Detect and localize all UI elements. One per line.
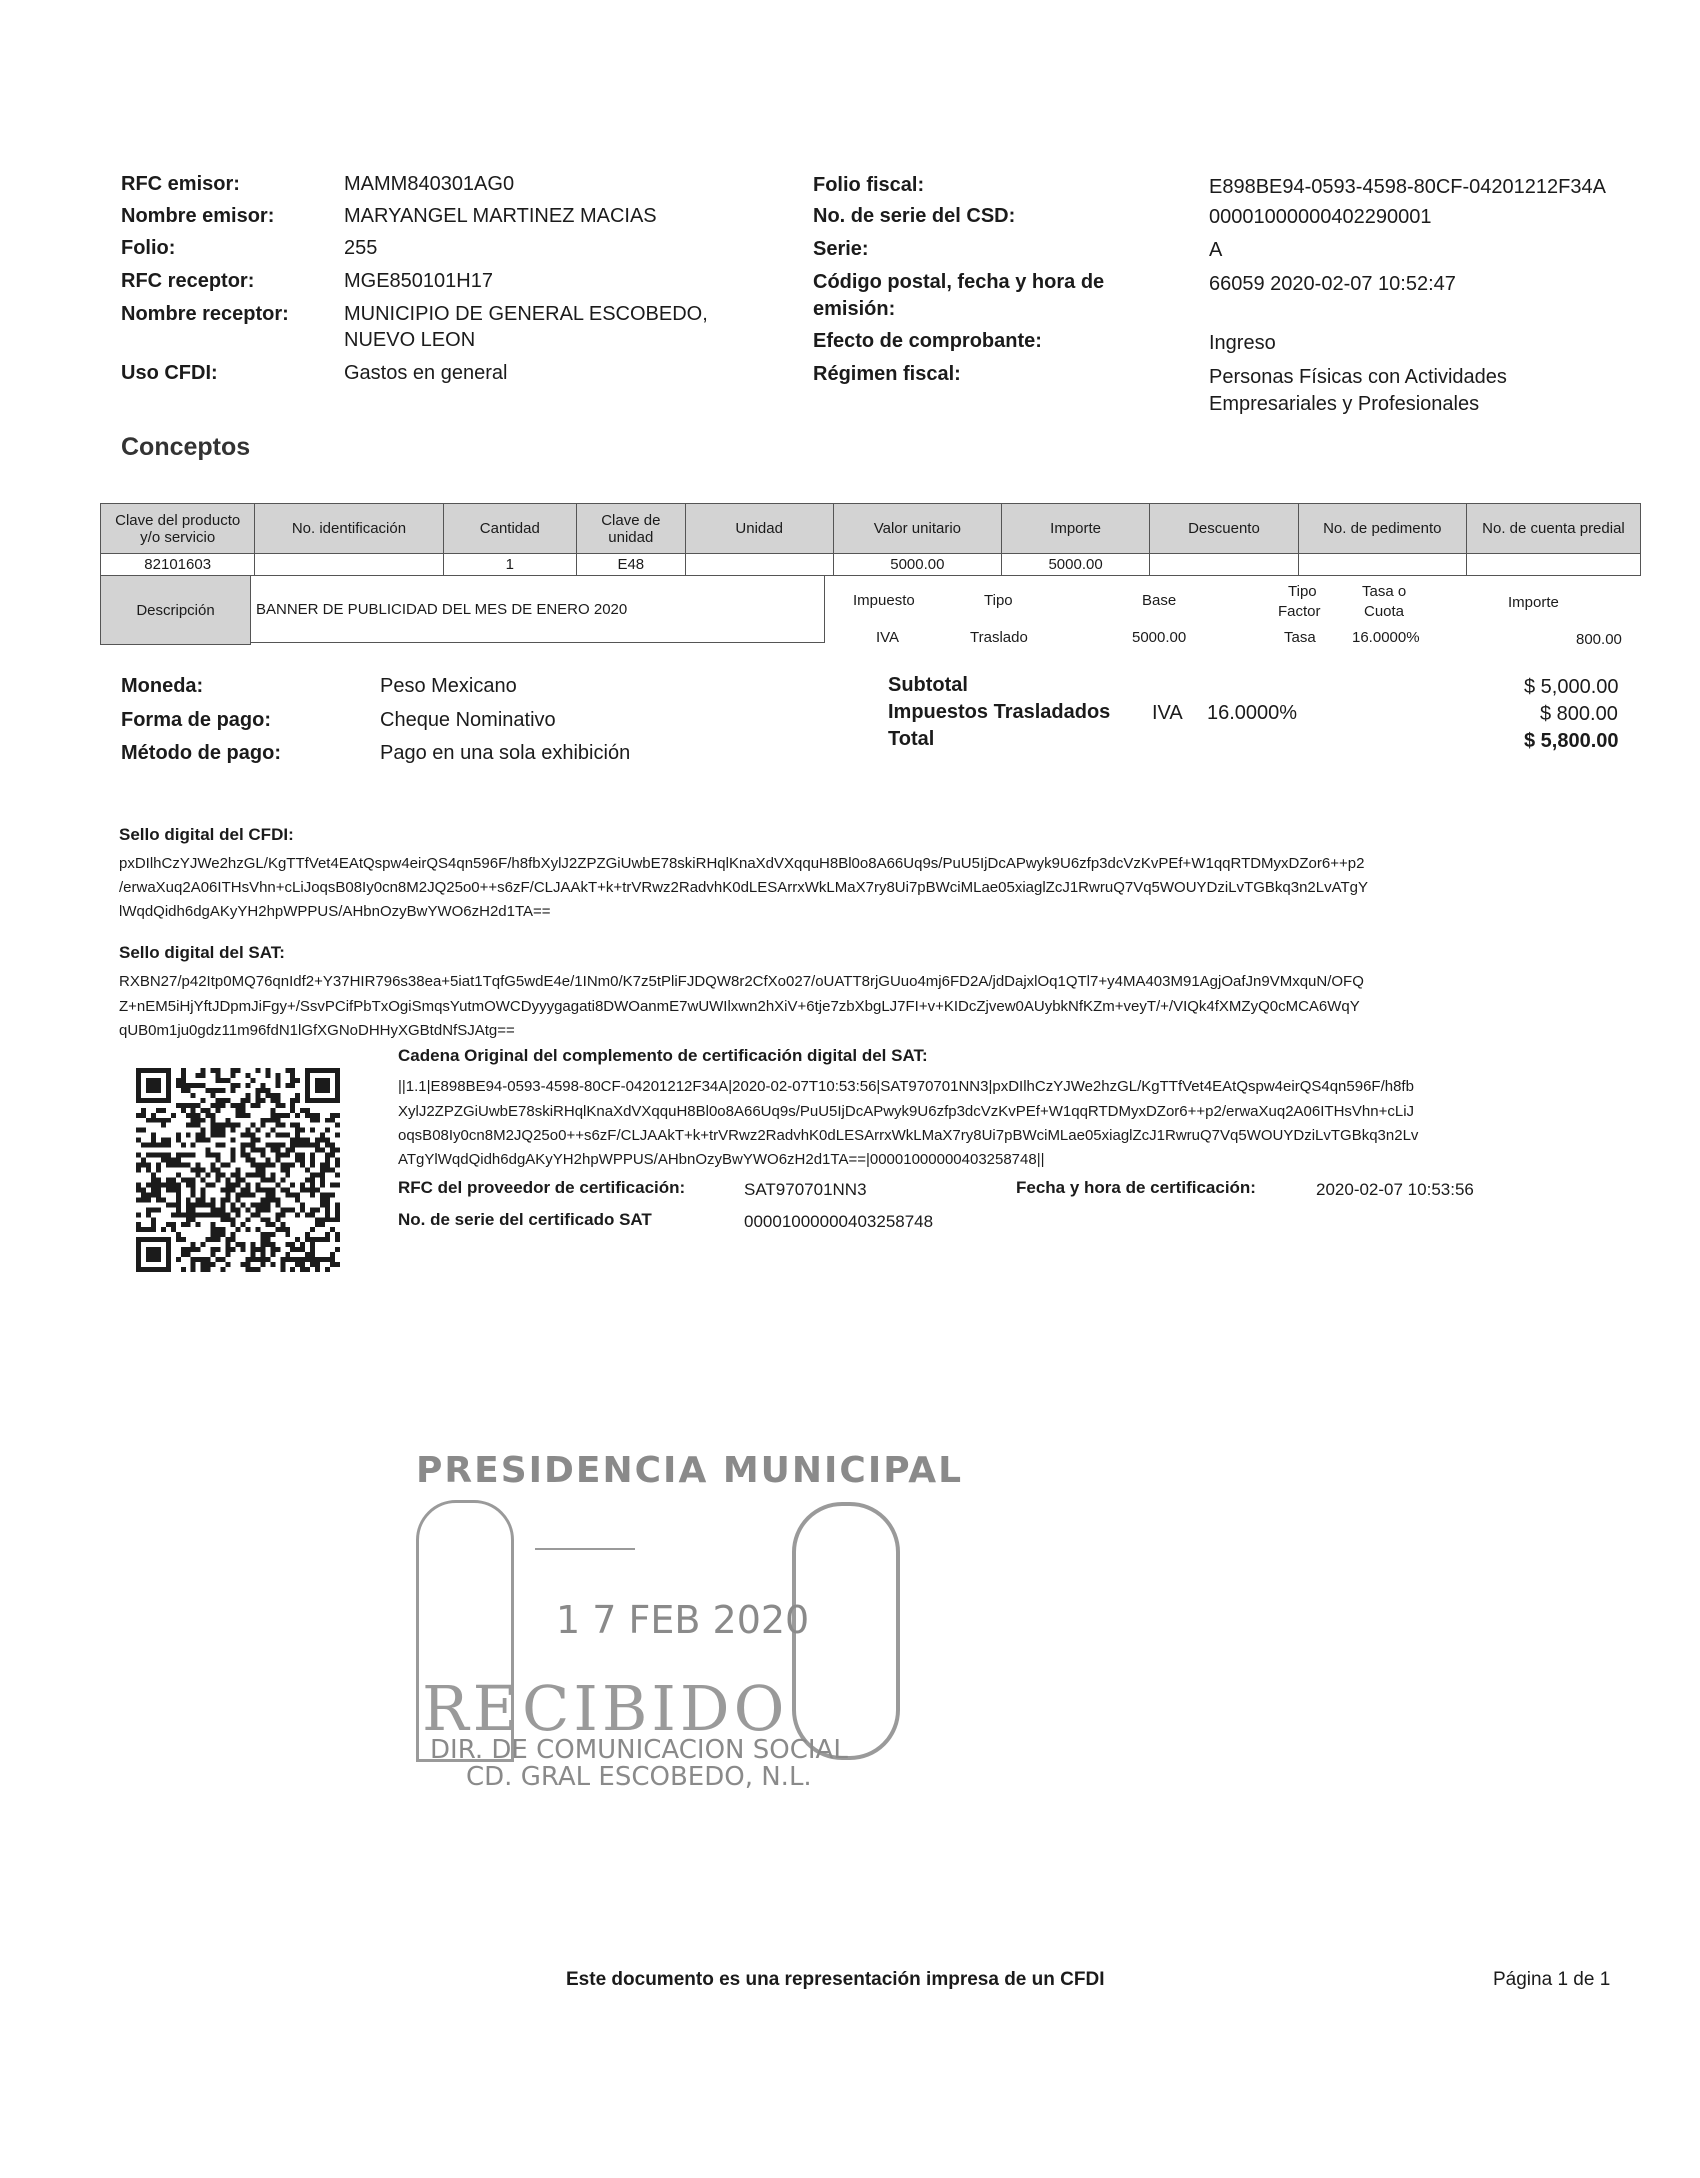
rfc-emisor-value: MAMM840301AG0: [344, 173, 515, 195]
nombre-receptor-value-1: MUNICIPIO DE GENERAL ESCOBEDO,: [344, 303, 708, 325]
total-value: $ 5,800.00: [1524, 730, 1619, 752]
sello-sat-line-2: Z+nEM5iHjYftJDpmJiFgy+/SsvPCifPbTxOgiSmqsYutmOWCDyyygagati8DWOanmE7wUWIlxwn2hXiV+6tje7zbXbgLJ7FI+v+KIDcZjvew0AUybkNfKZm+veyT/+/VIQk4fXMZyQ0cMCA6WqY: [119, 998, 1360, 1015]
moneda-value: Peso Mexicano: [380, 675, 517, 697]
serie-label: Serie:: [813, 238, 869, 260]
cell-pedimento: [1298, 554, 1466, 576]
rfc-proveedor-label: RFC del proveedor de certificación:: [398, 1178, 686, 1197]
stamp-line-1: DIR. DE COMUNICACION SOCIAL: [430, 1735, 848, 1765]
cell-identificacion: [255, 554, 443, 576]
nombre-receptor-label: Nombre receptor:: [121, 303, 289, 325]
sello-cfdi-line-2: /erwaXuq2A06ITHsVhn+cLiJoqsB08Iy0cn8M2JQ25o0++s6zF/CLJAAkT+k+trVRwz2RadvhK0dLESArrxWkLMaX7ry8Ui7pBWciMLae05xiaglZcJ1RwruQ7Vq5WOUYDziLvTGBkq3n2LvATgY: [119, 879, 1369, 896]
efecto-value: Ingreso: [1209, 332, 1276, 354]
impuestos-tasa: 16.0000%: [1207, 702, 1298, 724]
total-label: Total: [888, 728, 935, 750]
regimen-value-1: Personas Físicas con Actividades: [1209, 366, 1507, 388]
cell-clave-unidad: E48: [577, 554, 686, 576]
tax-header-tipo: Tipo: [984, 592, 1013, 609]
footer-note: Este documento es una representación impresa de un CFDI: [566, 1969, 1105, 1990]
stamp-date: 1 7 FEB 2020: [556, 1598, 810, 1642]
cadena-line-3: oqsB08Iy0cn8M2JQ25o0++s6zF/CLJAAkT+k+trVRwz2RadvhK0dLESArrxWkLMaX7ry8Ui7pBWciMLae05xiaglZcJ1RwruQ7Vq5WOUYDziLvTGBkq3n2Lv: [398, 1127, 1419, 1144]
conceptos-table: [100, 503, 1641, 576]
stamp-signature-line: [535, 1548, 635, 1550]
tax-header-importe: Importe: [1508, 594, 1559, 611]
impuestos-tipo: IVA: [1152, 702, 1183, 724]
regimen-label: Régimen fiscal:: [813, 363, 961, 385]
header-identificacion: No. identificación: [255, 504, 443, 554]
sello-sat-label: Sello digital del SAT:: [119, 943, 285, 962]
metodo-pago-value: Pago en una sola exhibición: [380, 742, 631, 764]
sello-cfdi-label: Sello digital del CFDI:: [119, 825, 294, 844]
nombre-emisor-value: MARYANGEL MARTINEZ MACIAS: [344, 205, 657, 227]
cell-importe: 5000.00: [1001, 554, 1149, 576]
fecha-certificacion-value: 2020-02-07 10:53:56: [1316, 1180, 1474, 1199]
header-clave-producto: [101, 504, 255, 554]
stamp-top-text: PRESIDENCIA MUNICIPAL: [416, 1450, 964, 1491]
page-number: Página 1 de 1: [1493, 1969, 1611, 1990]
uso-cfdi-label: Uso CFDI:: [121, 362, 218, 384]
cell-cantidad: 1: [443, 554, 576, 576]
efecto-label: Efecto de comprobante:: [813, 330, 1042, 352]
cp-value: 66059 2020-02-07 10:52:47: [1209, 273, 1456, 295]
impuestos-label: Impuestos Trasladados: [888, 701, 1111, 723]
conceptos-title: Conceptos: [121, 433, 251, 461]
serie-sat-label: No. de serie del certificado SAT: [398, 1210, 652, 1229]
cp-label-1: Código postal, fecha y hora de: [813, 271, 1105, 293]
forma-pago-value: Cheque Nominativo: [380, 709, 556, 731]
header-unidad-line-2: unidad: [608, 528, 654, 546]
cell-descuento: [1150, 554, 1298, 576]
descripcion-label: Descripción: [100, 575, 251, 645]
rfc-emisor-label: RFC emisor:: [121, 173, 240, 195]
tax-header-impuesto: Impuesto: [853, 592, 915, 609]
serie-value: A: [1209, 239, 1223, 261]
header-unidad-line-1: Clave de: [601, 511, 661, 529]
tax-header-tipo-factor-1: Tipo: [1288, 583, 1317, 600]
serie-csd-value: 00001000000402290001: [1209, 206, 1432, 228]
serie-sat-value: 00001000000403258748: [744, 1212, 934, 1231]
uso-cfdi-value: Gastos en general: [344, 362, 508, 384]
stamp-line-2: CD. GRAL ESCOBEDO, N.L.: [466, 1762, 812, 1792]
tax-cell-tipo: Traslado: [970, 629, 1028, 646]
qr-code-icon: [136, 1068, 340, 1272]
cp-label-2: emisión:: [813, 298, 896, 320]
impuestos-value: $ 800.00: [1540, 703, 1618, 725]
rfc-proveedor-value: SAT970701NN3: [744, 1180, 867, 1199]
tax-cell-impuesto: IVA: [876, 629, 900, 646]
header-cuenta-predial: No. de cuenta predial: [1466, 504, 1640, 554]
header-clave-line-2: y/o servicio: [140, 528, 216, 546]
folio-fiscal-label: Folio fiscal:: [813, 174, 925, 196]
nombre-emisor-label: Nombre emisor:: [121, 205, 275, 227]
fecha-certificacion-label: Fecha y hora de certificación:: [1016, 1178, 1256, 1197]
header-valor-unitario: Valor unitario: [833, 504, 1001, 554]
sello-cfdi-line-1: pxDIlhCzYJWe2hzGL/KgTTfVet4EAtQspw4eirQS4qn596F/h8fbXylJ2ZPZGiUwbE78skiRHqlKnaXdVXqquH8Bl0o8A66Uq9s/PuU5IjDcAPwyk9U6zfp3dcVzKvPEf+W1qqRTDMyxDZor6++p2: [119, 855, 1365, 872]
regimen-value-2: Empresariales y Profesionales: [1209, 393, 1480, 415]
rfc-receptor-label: RFC receptor:: [121, 270, 255, 292]
table-header-row: [101, 504, 1641, 554]
subtotal-value: $ 5,000.00: [1524, 676, 1619, 698]
tax-header-tasa-2: Cuota: [1364, 603, 1405, 620]
serie-csd-label: No. de serie del CSD:: [813, 205, 1016, 227]
table-row: [101, 554, 1641, 576]
cadena-line-4: ATgYlWqdQidh6dgAKyYH2hpWPPUS/AHbnOzyBwYWO6zH2d1TA==|00001000000403258748||: [398, 1151, 1045, 1168]
stamp-word: RECIBIDO: [422, 1672, 789, 1745]
cell-clave: 82101603: [101, 554, 255, 576]
descripcion-value: BANNER DE PUBLICIDAD DEL MES DE ENERO 2020: [250, 575, 825, 643]
tax-cell-importe: 800.00: [1576, 631, 1622, 648]
header-unidad: Unidad: [685, 504, 833, 554]
tax-cell-tasa: 16.0000%: [1352, 629, 1420, 646]
tax-cell-base: 5000.00: [1132, 629, 1187, 646]
sello-cfdi-line-3: lWqdQidh6dgAKyYH2hpWPPUS/AHbnOzyBwYWO6zH2d1TA==: [119, 903, 551, 920]
header-clave-unidad: [577, 504, 686, 554]
cell-valor-unitario: 5000.00: [833, 554, 1001, 576]
header-pedimento: No. de pedimento: [1298, 504, 1466, 554]
header-cantidad: Cantidad: [443, 504, 576, 554]
tax-header-tasa-1: Tasa o: [1362, 583, 1407, 600]
folio-label: Folio:: [121, 237, 176, 259]
sello-sat-line-3: qUB0m1ju0gdz11m96fdN1lGfXGNoDHHyXGBtdNfSJAtg==: [119, 1022, 515, 1039]
rfc-receptor-value: MGE850101H17: [344, 270, 493, 292]
cell-unidad: [685, 554, 833, 576]
tax-header-base: Base: [1142, 592, 1177, 609]
tax-cell-tipo-factor: Tasa: [1284, 629, 1316, 646]
tax-header-tipo-factor-2: Factor: [1278, 603, 1321, 620]
forma-pago-label: Forma de pago:: [121, 709, 272, 731]
cadena-label: Cadena Original del complemento de certificación digital del SAT:: [398, 1046, 928, 1065]
header-descuento: Descuento: [1150, 504, 1298, 554]
cadena-line-1: ||1.1|E898BE94-0593-4598-80CF-04201212F34A|2020-02-07T10:53:56|SAT970701NN3|pxDIlhCzYJWe2hzGL/KgTTfVet4EAtQspw4eirQS4qn596F/h8fb: [398, 1078, 1414, 1095]
folio-value: 255: [344, 237, 378, 259]
moneda-label: Moneda:: [121, 675, 204, 697]
cadena-line-2: XylJ2ZPZGiUwbE78skiRHqlKnaXdVXqquH8Bl0o8A66Uq9s/PuU5IjDcAPwyk9U6zfp3dcVzKvPEf+W1qqRTDMyxDZor6++p2/erwaXuq2A06ITHsVhn+cLiJ: [398, 1103, 1415, 1120]
nombre-receptor-value-2: NUEVO LEON: [344, 329, 476, 351]
sello-sat-line-1: RXBN27/p42Itp0MQ76qnIdf2+Y37HIR796s38ea+5iat1TqfG5wdE4e/1INm0/K7z5tPliFJDQW8r2CfXo027/oUATT8rjGUuo4mj6FD2A/jdDajxlOq1QTl7+y4MA403M91AgjOafJn9VMxquN/OFQ: [119, 973, 1364, 990]
metodo-pago-label: Método de pago:: [121, 742, 281, 764]
cell-cuenta-predial: [1466, 554, 1640, 576]
header-importe: Importe: [1001, 504, 1149, 554]
subtotal-label: Subtotal: [888, 674, 968, 696]
folio-fiscal-value: E898BE94-0593-4598-80CF-04201212F34A: [1209, 176, 1606, 198]
header-clave-line-1: Clave del producto: [115, 511, 241, 529]
